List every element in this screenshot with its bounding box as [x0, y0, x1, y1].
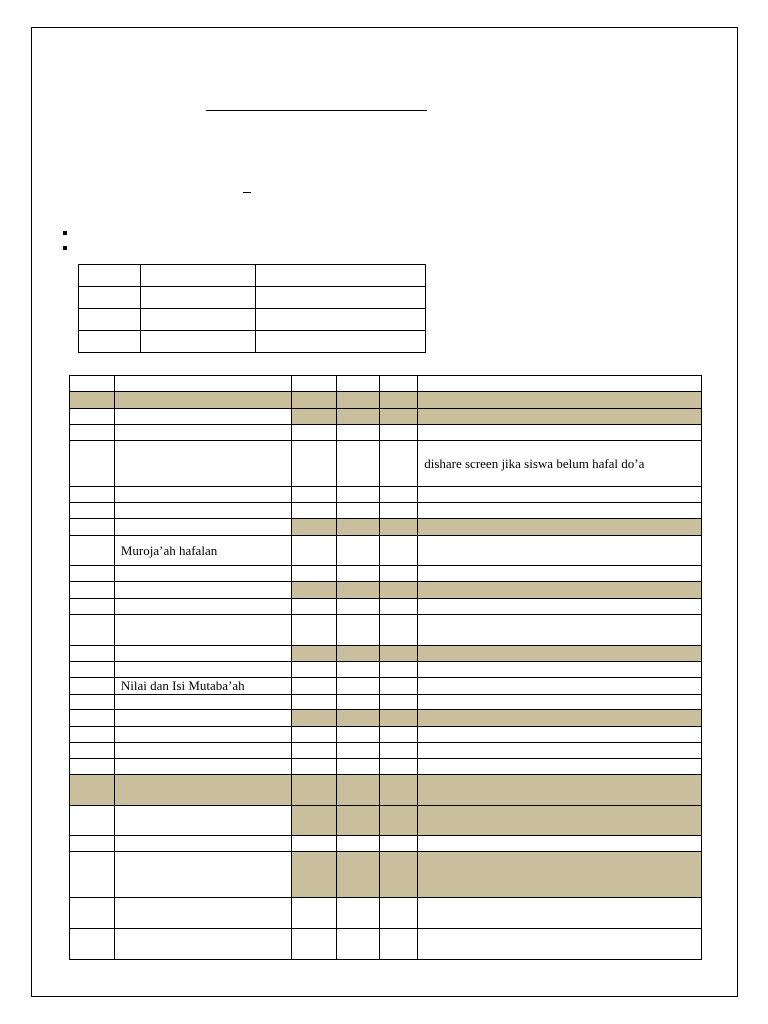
info-cell	[140, 287, 256, 309]
schedule-cell	[114, 425, 291, 441]
schedule-cell	[418, 376, 702, 392]
schedule-row	[70, 743, 702, 759]
schedule-cell	[114, 806, 291, 836]
schedule-cell: Nilai dan Isi Mutaba’ah	[114, 678, 291, 695]
schedule-cell	[336, 441, 380, 487]
schedule-row	[70, 678, 702, 695]
schedule-cell	[114, 727, 291, 743]
schedule-row	[70, 727, 702, 743]
schedule-cell	[380, 503, 418, 519]
schedule-cell	[291, 727, 336, 743]
schedule-cell	[291, 376, 336, 392]
schedule-cell	[291, 392, 336, 409]
schedule-cell	[114, 646, 291, 662]
schedule-cell	[114, 582, 291, 599]
schedule-cell	[291, 566, 336, 582]
schedule-cell	[336, 898, 380, 929]
schedule-cell	[336, 836, 380, 852]
schedule-cell	[70, 898, 115, 929]
title-underline	[206, 110, 427, 111]
schedule-cell	[380, 898, 418, 929]
schedule-row	[70, 836, 702, 852]
schedule-cell	[380, 727, 418, 743]
schedule-cell	[418, 519, 702, 536]
schedule-cell	[380, 566, 418, 582]
schedule-cell	[291, 806, 336, 836]
schedule-cell	[336, 425, 380, 441]
schedule-cell	[380, 615, 418, 646]
info-cell	[79, 309, 141, 331]
schedule-row	[70, 566, 702, 582]
schedule-cell	[114, 615, 291, 646]
schedule-cell	[70, 519, 115, 536]
schedule-row	[70, 503, 702, 519]
schedule-row	[70, 929, 702, 960]
schedule-row	[70, 662, 702, 678]
schedule-cell	[380, 678, 418, 695]
schedule-cell	[336, 743, 380, 759]
info-cell	[140, 331, 256, 353]
schedule-cell	[70, 409, 115, 425]
schedule-row	[70, 519, 702, 536]
schedule-cell	[114, 487, 291, 503]
schedule-cell	[418, 662, 702, 678]
info-cell	[79, 265, 141, 287]
schedule-cell	[70, 710, 115, 727]
info-row	[79, 309, 426, 331]
schedule-cell	[70, 695, 115, 710]
bullet-marker	[63, 246, 67, 250]
schedule-cell	[336, 392, 380, 409]
schedule-row	[70, 898, 702, 929]
schedule-row	[70, 536, 702, 566]
schedule-cell	[418, 392, 702, 409]
schedule-cell	[70, 662, 115, 678]
schedule-cell	[114, 392, 291, 409]
schedule-cell	[418, 695, 702, 710]
info-row	[79, 287, 426, 309]
schedule-cell	[418, 727, 702, 743]
schedule-cell	[70, 743, 115, 759]
schedule-cell	[418, 615, 702, 646]
schedule-cell	[418, 775, 702, 806]
schedule-cell	[70, 852, 115, 898]
schedule-cell	[418, 759, 702, 775]
schedule-cell	[336, 929, 380, 960]
schedule-cell	[380, 759, 418, 775]
schedule-cell	[336, 536, 380, 566]
schedule-cell	[291, 615, 336, 646]
schedule-cell	[418, 425, 702, 441]
schedule-cell	[336, 566, 380, 582]
schedule-cell	[70, 536, 115, 566]
schedule-cell	[380, 806, 418, 836]
schedule-cell	[380, 392, 418, 409]
bullet-marker	[63, 231, 67, 235]
schedule-row	[70, 425, 702, 441]
schedule-cell	[70, 615, 115, 646]
schedule-cell	[380, 775, 418, 806]
schedule-cell	[380, 929, 418, 960]
schedule-cell	[114, 759, 291, 775]
schedule-cell	[418, 503, 702, 519]
schedule-row	[70, 376, 702, 392]
schedule-cell	[291, 710, 336, 727]
schedule-cell	[70, 929, 115, 960]
schedule-cell	[114, 662, 291, 678]
schedule-cell	[114, 743, 291, 759]
schedule-row	[70, 615, 702, 646]
info-row	[79, 265, 426, 287]
schedule-cell	[114, 503, 291, 519]
schedule-cell	[114, 710, 291, 727]
schedule-cell	[380, 662, 418, 678]
schedule-cell	[114, 599, 291, 615]
schedule-cell	[70, 759, 115, 775]
schedule-cell	[336, 582, 380, 599]
schedule-cell	[336, 503, 380, 519]
schedule-cell	[418, 898, 702, 929]
schedule-cell	[291, 836, 336, 852]
schedule-row	[70, 582, 702, 599]
schedule-cell	[418, 582, 702, 599]
schedule-cell	[380, 441, 418, 487]
schedule-cell	[336, 519, 380, 536]
info-cell	[256, 331, 426, 353]
schedule-cell	[114, 409, 291, 425]
schedule-cell	[336, 376, 380, 392]
schedule-cell	[291, 519, 336, 536]
schedule-cell	[114, 441, 291, 487]
schedule-cell	[70, 775, 115, 806]
schedule-row	[70, 392, 702, 409]
schedule-cell	[418, 852, 702, 898]
schedule-cell	[70, 836, 115, 852]
schedule-cell	[70, 599, 115, 615]
schedule-cell	[291, 409, 336, 425]
schedule-cell	[380, 409, 418, 425]
schedule-cell	[418, 710, 702, 727]
schedule-cell	[291, 425, 336, 441]
schedule-cell	[418, 646, 702, 662]
schedule-row	[70, 695, 702, 710]
schedule-row	[70, 487, 702, 503]
schedule-cell	[380, 599, 418, 615]
schedule-cell	[291, 503, 336, 519]
schedule-cell	[380, 695, 418, 710]
schedule-cell	[70, 566, 115, 582]
info-cell	[140, 265, 256, 287]
schedule-row	[70, 441, 702, 487]
schedule-cell	[380, 743, 418, 759]
schedule-cell	[418, 678, 702, 695]
info-cell	[256, 287, 426, 309]
schedule-cell	[380, 536, 418, 566]
schedule-cell	[291, 759, 336, 775]
schedule-cell	[336, 806, 380, 836]
schedule-cell	[70, 503, 115, 519]
schedule-cell	[291, 678, 336, 695]
info-cell	[79, 331, 141, 353]
schedule-cell: Muroja’ah hafalan	[114, 536, 291, 566]
schedule-cell	[291, 487, 336, 503]
info-cell	[256, 309, 426, 331]
schedule-cell	[336, 852, 380, 898]
schedule-cell	[70, 727, 115, 743]
schedule-cell	[336, 678, 380, 695]
schedule-cell	[418, 599, 702, 615]
schedule-row	[70, 806, 702, 836]
schedule-cell	[291, 536, 336, 566]
schedule-cell	[380, 487, 418, 503]
info-cell	[140, 309, 256, 331]
schedule-cell	[418, 743, 702, 759]
schedule-cell	[336, 727, 380, 743]
schedule-row	[70, 852, 702, 898]
schedule-cell	[380, 376, 418, 392]
schedule-cell: dishare screen jika siswa belum hafal do’a	[418, 441, 702, 487]
schedule-cell	[291, 743, 336, 759]
schedule-cell	[380, 852, 418, 898]
schedule-cell	[70, 425, 115, 441]
schedule-cell	[291, 898, 336, 929]
schedule-cell	[418, 566, 702, 582]
schedule-cell	[418, 836, 702, 852]
schedule-cell	[114, 695, 291, 710]
schedule-row	[70, 599, 702, 615]
schedule-cell	[70, 646, 115, 662]
schedule-table	[69, 375, 702, 960]
schedule-cell	[114, 376, 291, 392]
schedule-cell	[418, 409, 702, 425]
schedule-cell	[291, 441, 336, 487]
schedule-row	[70, 759, 702, 775]
schedule-cell	[336, 759, 380, 775]
schedule-cell	[70, 376, 115, 392]
schedule-cell	[70, 392, 115, 409]
schedule-cell	[380, 710, 418, 727]
schedule-cell	[418, 487, 702, 503]
schedule-cell	[70, 441, 115, 487]
schedule-cell	[291, 695, 336, 710]
schedule-cell	[291, 662, 336, 678]
schedule-cell	[418, 929, 702, 960]
schedule-cell	[380, 646, 418, 662]
schedule-row	[70, 710, 702, 727]
schedule-cell	[114, 898, 291, 929]
schedule-cell	[70, 806, 115, 836]
schedule-cell	[336, 775, 380, 806]
schedule-cell	[336, 487, 380, 503]
schedule-cell	[380, 425, 418, 441]
schedule-row	[70, 409, 702, 425]
schedule-cell	[114, 836, 291, 852]
schedule-cell	[291, 599, 336, 615]
schedule-cell	[336, 409, 380, 425]
info-cell	[256, 265, 426, 287]
schedule-row	[70, 646, 702, 662]
schedule-cell	[336, 599, 380, 615]
schedule-row	[70, 775, 702, 806]
small-dash	[243, 192, 251, 193]
schedule-cell	[70, 487, 115, 503]
schedule-cell	[114, 566, 291, 582]
schedule-cell	[336, 695, 380, 710]
schedule-cell	[114, 929, 291, 960]
schedule-cell	[336, 615, 380, 646]
schedule-cell	[291, 852, 336, 898]
info-table	[78, 264, 426, 353]
schedule-cell	[70, 582, 115, 599]
schedule-cell	[291, 929, 336, 960]
schedule-cell	[418, 536, 702, 566]
schedule-cell	[114, 775, 291, 806]
schedule-cell	[380, 582, 418, 599]
schedule-cell	[336, 710, 380, 727]
schedule-cell	[336, 662, 380, 678]
info-row	[79, 331, 426, 353]
schedule-cell	[418, 806, 702, 836]
schedule-cell	[336, 646, 380, 662]
schedule-cell	[380, 836, 418, 852]
info-cell	[79, 287, 141, 309]
schedule-cell	[70, 678, 115, 695]
schedule-cell	[291, 582, 336, 599]
schedule-cell	[114, 852, 291, 898]
schedule-cell	[291, 775, 336, 806]
schedule-cell	[291, 646, 336, 662]
schedule-cell	[380, 519, 418, 536]
schedule-cell	[114, 519, 291, 536]
